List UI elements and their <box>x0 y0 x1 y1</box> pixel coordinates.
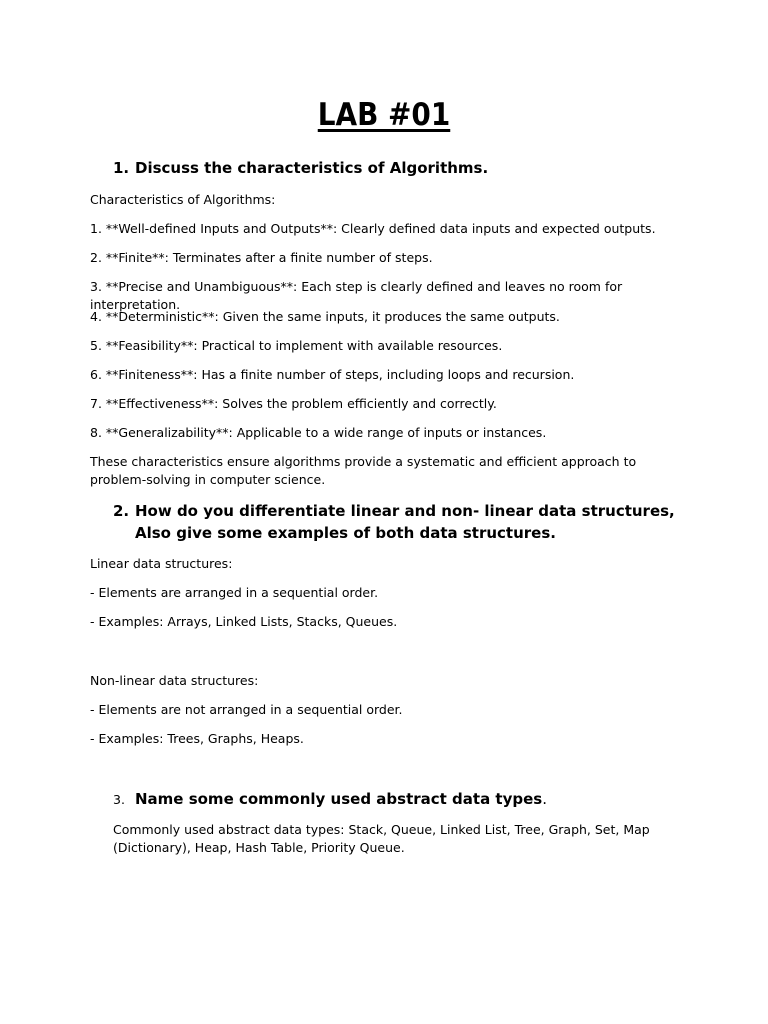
question-1-number: 1. <box>113 159 130 177</box>
question-3 <box>113 788 673 810</box>
q2-line-1: Linear data structures: <box>90 556 233 571</box>
question-1-text: Discuss the characteristics of Algorithms. <box>135 159 489 177</box>
question-3-suffix: . <box>542 790 547 808</box>
q1-item-7: 7. **Effectiveness**: Solves the problem efficiently and correctly. <box>90 396 497 411</box>
q2-line-4: Non-linear data structures: <box>90 673 259 688</box>
question-3-text: Name some commonly used abstract data types <box>135 790 543 808</box>
question-2 <box>113 500 683 544</box>
q1-item-8: 8. **Generalizability**: Applicable to a wide range of inputs or instances. <box>90 425 547 440</box>
q1-item-5: 5. **Feasibility**: Practical to implement with available resources. <box>90 338 503 353</box>
page-title: LAB #01 <box>317 97 451 133</box>
q2-line-2: - Elements are arranged in a sequential order. <box>90 585 379 600</box>
q3-answer: Commonly used abstract data types: Stack, Queue, Linked List, Tree, Graph, Set, Map (Dictionary), Heap, Hash Table, Priority Queue. <box>113 822 650 855</box>
question-1 <box>113 157 673 179</box>
question-2-text: How do you differentiate linear and non- linear data structures, Also give some examples of both data structures. <box>135 502 675 542</box>
q2-line-3: - Examples: Arrays, Linked Lists, Stacks, Queues. <box>90 614 398 629</box>
q1-intro: Characteristics of Algorithms: <box>90 192 276 207</box>
q1-item-3: 3. **Precise and Unambiguous**: Each step is clearly defined and leaves no room for interpretation. <box>90 279 623 312</box>
question-2-number: 2. <box>113 502 130 520</box>
q1-item-4: 4. **Deterministic**: Given the same inputs, it produces the same outputs. <box>90 309 560 324</box>
q1-item-6: 6. **Finiteness**: Has a finite number of steps, including loops and recursion. <box>90 367 575 382</box>
q1-item-1: 1. **Well-defined Inputs and Outputs**: Clearly defined data inputs and expected outputs. <box>90 221 656 236</box>
q2-line-6: - Examples: Trees, Graphs, Heaps. <box>90 731 304 746</box>
q1-item-2: 2. **Finite**: Terminates after a finite number of steps. <box>90 250 433 265</box>
q2-line-5: - Elements are not arranged in a sequential order. <box>90 702 403 717</box>
question-3-number: 3. <box>113 792 125 807</box>
q1-summary: These characteristics ensure algorithms provide a systematic and efficient approach to problem-solving in computer science. <box>90 454 637 487</box>
